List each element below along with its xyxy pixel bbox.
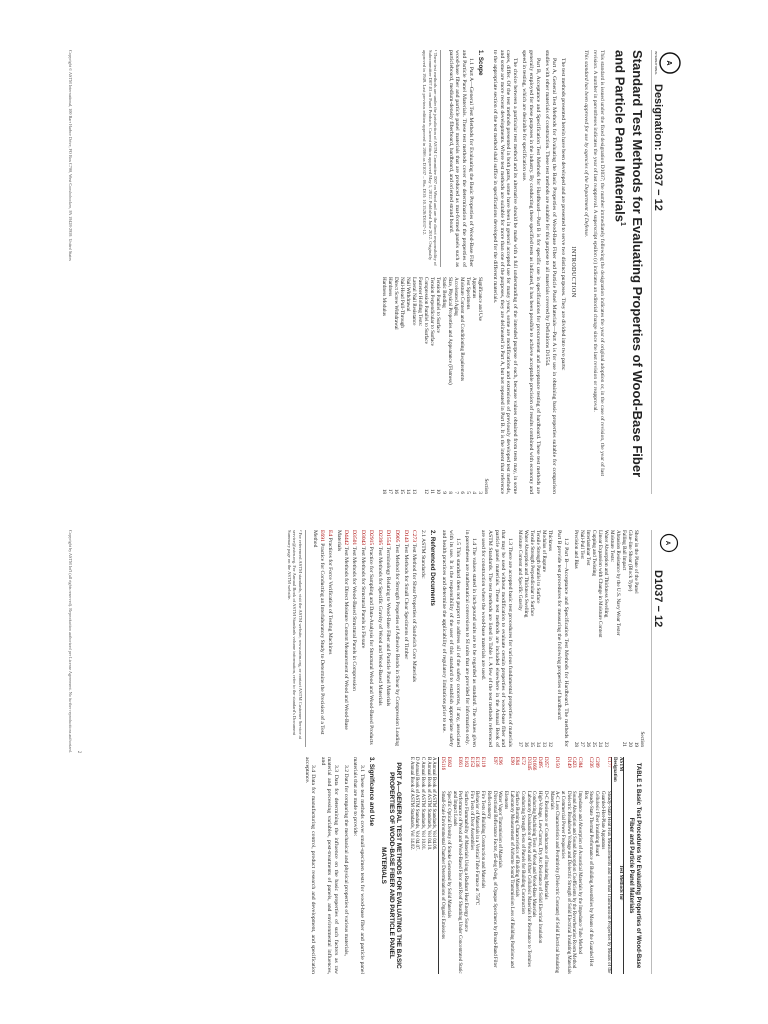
toc-entry-section (417, 490, 423, 494)
reference-entry (411, 530, 418, 747)
toc-entry (597, 530, 603, 747)
toc-entry-section: 23 (603, 741, 609, 747)
table-cell-designation[interactable]: E72 (520, 757, 526, 765)
table-row (542, 757, 548, 974)
scope-paragraph: 1.1 Part A—General Test Methods for Evaluating the Basic Properties of Wood-Base Fiber and Particle Panel Materials. These test methods cover the determination of the properties of wood-base fiber and particle panel materials that are produced as mat-formed panels such as particleboard, medium-density fiberboard, hardboard, and oriented strand board. (447, 50, 474, 267)
reference-entry (335, 530, 348, 747)
table-cell-designation[interactable]: C209 (594, 757, 600, 768)
toc-entry-label: Tensile Strength Perpendicular to Surface (528, 530, 535, 617)
toc-entry-section: 3 (476, 491, 483, 494)
intro-paragraph: The test methods presented herein have been developed and are presented to serve two distinct purposes. They are divided into two parts: (560, 58, 567, 371)
toc-entry (529, 530, 535, 747)
toc-entry (523, 530, 529, 747)
reference-link[interactable]: D3043 (359, 530, 366, 546)
table-row (593, 757, 599, 974)
toc-entry-section: 37 (516, 741, 523, 747)
significance-heading: 3. Significance and Use (367, 757, 375, 827)
basic-test-procedures-table (439, 757, 625, 974)
table-note: D Annual Book of ASTM Standards, Vol 04.07. (414, 757, 420, 851)
table-cell-designation[interactable]: E96 (497, 757, 503, 765)
toc-entry-section: 27 (579, 741, 585, 747)
table-cell-designation[interactable]: C423 (571, 757, 577, 768)
significance-paragraph: 3.4 Data for manufacturing control, product research and development, and specification acceptance. (303, 757, 317, 974)
table-cell-designation[interactable]: D257 (542, 757, 548, 768)
part-b-section-list (517, 530, 553, 747)
toc-entry-section: 18 (380, 488, 387, 494)
toc-entry (615, 530, 621, 747)
table-cell-designation[interactable]: D495 (537, 757, 543, 768)
table-cell-test-method: Water Vapor Transmission of Materials (497, 791, 503, 868)
toc-entry-section (609, 743, 615, 747)
toc-entry (541, 530, 547, 747)
reference-title: Test Methods for Specific Gravity of Wood and Wood-Based Materials (376, 546, 383, 706)
astm-logo-icon (652, 530, 682, 556)
toc-entry-section: 20 (627, 741, 633, 747)
toc-entry-label: Nail-Pull Test (579, 530, 585, 559)
table-cell-designation[interactable]: D150 (554, 757, 560, 768)
table-cell-test-method: Dielectric Breakdown Voltage and Dielectric Strength of Solid Electrical Insulating Materials at Commercial Power Frequencies (559, 791, 571, 974)
reference-title: Test Methods for Small Clear Specimens of Timber (402, 543, 409, 660)
toc-entry-section: 24 (597, 741, 603, 747)
table-row (451, 757, 462, 974)
toc-entry-section: 16 (392, 488, 399, 494)
reference-link[interactable]: E691 (318, 530, 325, 542)
reference-link[interactable]: D2915 (368, 530, 375, 546)
table-cell-designation[interactable]: E90 (508, 757, 514, 765)
toc-entry-section: 35 (528, 741, 535, 747)
table-body (440, 757, 611, 974)
introduction-body (492, 50, 567, 494)
table-cell-test-method: Fire Tests of Door Assemblies (468, 791, 474, 851)
toc-header: Section (482, 478, 489, 494)
toc-entry-label: Tension Perpendicular to Surface (428, 277, 435, 346)
issuance-note: This standard is issued under the fixed designation D1037; the number immediately following the designation indicates the year of original adoption or, in the case of revision, the year of last revision. A number in parentheses indicates the year of last reapproval. A superscript epsilon (ε) indicates an editorial change since the last revision or reapproval. (592, 50, 605, 477)
reference-title: Test Methods for Structural Panels in Flexure (359, 546, 366, 649)
toc-entry (459, 277, 465, 494)
designation: Designation: D1037 − 12 (652, 84, 664, 211)
toc-entry-section: 5 (464, 491, 471, 494)
table-note: C Annual Book of ASTM Standards, Vol 10.01. (420, 757, 426, 851)
reference-title: Terminology Relating to Wood-Base Fiber and Particle Panel Materials (385, 546, 392, 707)
toc-entry-label: Size, Physical Properties and Appearance (Flatness) (446, 277, 453, 385)
svg-text:A: A (665, 60, 672, 66)
reference-title: Test Methods for Direct Moisture Content Measurement of Wood and Wood-Base Materials (335, 530, 349, 730)
toc-entry-section: 32 (546, 741, 553, 747)
toc-entry-label: Apparatus (470, 277, 477, 299)
page-number: 2 (76, 750, 81, 754)
reference-entry (351, 530, 358, 747)
table-cell-test-method: Behavior of Materials in a Vertical Tube Furnace at 750°C (474, 791, 480, 906)
table-cell-designation[interactable]: C384 (577, 757, 583, 768)
section-list (381, 277, 483, 494)
page-two (64, 512, 704, 992)
scope-heading: 1. Scope (476, 50, 484, 76)
svg-text:INTERNATIONAL: INTERNATIONAL (654, 51, 658, 75)
table-row (479, 757, 485, 974)
toc-entry-section: 13 (410, 488, 417, 494)
toc-entry (399, 277, 405, 494)
svg-text:A: A (664, 540, 670, 546)
toc-entry-label: Test Specimens (464, 277, 471, 310)
copyright-line: Copyright by ASTM Int'l (all rights reserved). Reproduction authorized per License Agreement. No further reproductions authorized. (68, 530, 73, 754)
toc-entry-section: 7 (452, 491, 459, 494)
toc-entry-label: Tension Parallel to Surface (434, 277, 441, 333)
toc-entry-label: Accelerated Aging (452, 277, 459, 316)
toc-entry (465, 277, 471, 494)
reference-link[interactable]: D143 (402, 530, 409, 543)
toc-entry-label: Compression Parallel to Surface (422, 277, 429, 344)
toc-entry-label: Static Bending (440, 277, 447, 308)
body-paragraph: 1.4 The values stated in inch-pound units are to be regarded as standard. The values given in parentheses are mathematical conversions to SI units that are provided for information only. (464, 530, 477, 747)
table-row (548, 757, 559, 974)
table-row (536, 757, 542, 974)
table-row (599, 757, 610, 974)
reference-link[interactable]: D2395 (376, 530, 383, 546)
significance-paragraph: 3.3 Data for determining the influence on the basic properties of such factors as raw material and processing variables, post-treatments of panels, and environmental influences, and (319, 757, 339, 974)
introduction-heading: INTRODUCTION (570, 246, 577, 298)
table-cell-test-method: Fire Tests of Building Construction and Materials (480, 791, 486, 889)
toc-entry-section: 11 (428, 489, 435, 494)
toc-entry-label: Fastener Holding Tests: (416, 277, 423, 327)
toc-entry-label: Linear Expansion with Change in Moisture Content (597, 530, 603, 638)
toc-entry-section: 26 (585, 741, 591, 747)
intro-paragraph: The choice between a particular test method and its alternative should be made with a full understanding of the intended purpose of each, because values obtained from tests may, in some cases, differ. Of the test methods presented in both parts, some have been in general accepted use for many years, some are modifications and extensions of previously developed test methods, and some are more recent developments. Where test methods are suitable for more than one of the purposes, they are delineated in Part A, but not repeated in Part B. It is the intent that reference to the appropriate section of the test method shall suffice in specifications developed for the different materials. (492, 50, 518, 494)
toc-entry-section: 8 (446, 491, 453, 494)
reference-entry (376, 530, 383, 747)
footnote: ² For referenced ASTM standards, visit the ASTM website, www.astm.org, or contact ASTM Customer Service at service@astm.org. For Annual Book of ASTM Standards volume information, refer to the standard's Document Summary page on the ASTM website. (286, 530, 305, 747)
table-row (445, 757, 451, 974)
toc-entry (603, 530, 609, 747)
toc-entry-section: 4 (470, 491, 477, 494)
table-header-designation: ASTM Designation (612, 757, 623, 782)
dod-note: This standard has been approved for use by agencies of the Department of Defense. (582, 50, 589, 238)
intro-paragraph: Part A, General Test Methods for Evaluating the Basic Properties of Wood-Base Fiber and Particle Panel Materials—Part A is for use in obtaining basic properties suitable for comparison studies with other materials of construction. These test methods are suitable for this purpose to all materials covered by Definitions D1554. (544, 50, 557, 494)
reference-link[interactable]: D1554 (385, 530, 392, 546)
toc-entry (393, 277, 399, 494)
reference-entry (402, 530, 409, 747)
reference-title: Practice for Conducting an Interlaboratory Study to Determine the Precision of a Test Method (312, 530, 325, 735)
two-column-body (286, 530, 645, 974)
toc-entry (585, 530, 591, 747)
table-cell-test-method: Conducting Machining Tests of Wood and Wood-Base Materials (531, 791, 537, 918)
right-column (286, 757, 645, 974)
table-cell-test-method: Impedance and Absorption of Acoustical Materials by the Impedance Tube Method (577, 791, 583, 954)
left-column (381, 50, 489, 267)
left-column (286, 530, 645, 747)
toc-entry (447, 277, 453, 494)
toc-entry (435, 277, 441, 494)
toc-entry-section: 28 (573, 741, 579, 747)
table-cell-designation[interactable]: D149 (565, 757, 571, 768)
table-cell-test-method: Performance of Wood and Wood-Based Floor and Roof Sheathing Under Concentrated Static and Impact Loads (451, 791, 463, 974)
toc-entry (423, 277, 429, 494)
table-cell-test-method: Specific Optical Density of Smoke Generated by Solid Materials (445, 791, 451, 918)
table-row (576, 757, 582, 974)
toc-entry (405, 277, 411, 494)
reference-link[interactable]: E4 (327, 530, 334, 537)
table-row (519, 757, 525, 974)
table-cell-test-method: Small-Scale Environmental Chamber Determinations of Organic Emissions (440, 791, 446, 939)
toc-entry-label: Moisture Content and Conditioning Requirements (458, 277, 465, 382)
reference-title: Practice for Sampling and Data-Analysis for Structural Wood and Wood-Based Products (368, 546, 375, 745)
toc-entry-label: Water Absorption and Thickness Swelling (603, 530, 609, 618)
page-header (651, 50, 686, 494)
intro-paragraph: Part B, Acceptance and Specification Test Methods for Hardboard—Part B is for specific use in specifications for procurement and acceptance testing of hardboard. These test methods are generally employed for these purposes in the industry. By conducting these specified tests as indicated, it has been possible to achieve acceptable precision of results combined with economy and speed in testing, which are desirable for specification use. (521, 50, 541, 494)
table-cell-test-method: Surface Flammability of Materials Using a Radiant Heat Energy Source (463, 791, 469, 932)
toc-entry-section: 21 (621, 741, 627, 747)
toc-entry-label: Interlaminar Test (585, 530, 591, 566)
reference-link[interactable]: D4442 (342, 530, 349, 546)
table-cell-test-method: Laboratory Measurement of Airborne Sound Transmission Loss of Building Partitions and Elements (502, 791, 514, 968)
rotated-page-spread (64, 32, 704, 992)
reference-entry (394, 530, 401, 747)
toc-entry-section: 19 (633, 741, 639, 747)
reference-title: Test Method for Strength Properties of Adhesive Bonds in Shear by Compression Loading (394, 543, 401, 746)
table-cell-designation[interactable]: E84 (514, 757, 520, 765)
toc-entry-label: Moisture Content and Specific Gravity (516, 530, 523, 611)
toc-entry-section: 15 (398, 488, 405, 494)
table-row (514, 757, 520, 974)
copyright-line: Copyright © ASTM International, 100 Barr Harbor Drive, PO Box C700, West Conshohocken, PA 19428-2959. United States (68, 50, 73, 261)
table-row (502, 757, 513, 974)
reference-entry (327, 530, 334, 747)
toc-entry (429, 277, 435, 494)
toc-entry (477, 277, 483, 494)
table-row (497, 757, 503, 974)
part-b-paragraph: 1.2 Part B—Acceptance and Specification Test Methods for Hardboard. The methods for Part B provide test procedures for measuring the following properties of hardboard: (556, 530, 569, 747)
table-cell-test-method: D-C Resistance or Conductance of Insulating Materials (542, 791, 548, 900)
toc-entry-label: Precision and Bias (573, 530, 579, 569)
toc-entry (547, 530, 553, 747)
table-note: A Annual Book of ASTM Standards, Vol 04.06. (431, 757, 437, 851)
table-cell-test-method: Sound Absorption and Sound Absorption Coefficients by the Reverberation Room Method (571, 791, 577, 969)
toc-entry-section: 12 (422, 488, 429, 494)
reference-entry (359, 530, 366, 747)
astm-logo-icon (652, 50, 682, 76)
toc-entry-section: 6 (458, 491, 465, 494)
toc-entry-label: Shear in the Plane of the Panel (633, 530, 639, 594)
toc-entry-section: 14 (404, 488, 411, 494)
toc-entry-section: 9 (440, 491, 447, 494)
toc-entry (573, 530, 579, 747)
reference-title: Test Method for Shear Properties of Sandwich Core Materials (411, 543, 418, 682)
table-cell-test-method: Laboratory Evaluation of Wood and Other Cellulosic Materials for Resistance to Termites (525, 791, 531, 967)
two-column-body (381, 50, 489, 494)
table-row (571, 757, 577, 974)
toc-entry-label: Nail-Head Pull-Through (398, 277, 405, 328)
significance-paragraph: 3.2 Data for comparing the mechanical and physical properties of various materials, (342, 765, 349, 956)
toc-entry-section: 25 (591, 741, 597, 747)
toc-entry-section: 10 (434, 488, 441, 494)
reference-link[interactable]: C273 (411, 530, 418, 543)
table-cell-test-method: Directional Reflectance Factor, 45-deg 0-deg, of Opaque Specimens by Broad-Band Filter Reflectometry (485, 791, 497, 968)
reference-entry (385, 530, 392, 747)
page-header (651, 530, 686, 974)
toc-entry-label: Abrasion Resistance by the U.S. Navy Wear Tester (615, 530, 621, 636)
table-cell-designation[interactable]: E152 (468, 757, 474, 768)
table-row (525, 757, 531, 974)
body-paragraph: 1.3 There are accepted basic test procedures for various fundamental properties of materials that may be used without modification to evaluate certain properties of wood-base fiber and particle panel materials. These test methods are included elsewhere in the Annual Book of ASTM Standards. The test methods are listed in Table 1. A few of the test methods referenced are used for construction where the wood-base materials are used. (480, 530, 513, 747)
toc-entry-section: 34 (534, 741, 541, 747)
toc-entry-label: Tensile Strength Parallel to Surface (534, 530, 541, 604)
toc-entry (633, 530, 639, 747)
toc-entry-label: Moisture Tests: (609, 530, 615, 562)
table-cell-test-method: High-Voltage, Low-Current, Dry Arc Resistance of Solid Electrical Insulation (537, 791, 543, 944)
toc-entry-section (615, 743, 621, 747)
table-cell-test-method: Cellulosic Fiber Insulating Board (594, 791, 600, 857)
table-cell-test-method: Steady-State Thermal Performance of Building Assemblies by Means of the Guarded Hot Box (582, 791, 594, 967)
body-paragraph: 1.5 This standard does not purport to address all of the safety concerns, if any, associated with its use. It is the responsibility of the user of this standard to establish appropriate safety and health practices and determine the applicability of regulatory limitations prior to use. (441, 530, 461, 747)
reference-entry (368, 530, 375, 747)
toc-entry (627, 530, 633, 747)
significance-paragraph: 3.1 These test methods cover small-specimen tests for wood-base fiber and particle panel materials that are made to provide: (352, 757, 365, 974)
toc-entry-label: Modulus of Rupture (540, 530, 547, 573)
toc-entry (621, 530, 627, 747)
table-cell-designation[interactable]: E136 (474, 757, 480, 768)
table-cell-designation[interactable]: E662 (445, 757, 451, 768)
table-note: B Annual Book of ASTM Standards, Vol 04.10. (425, 757, 431, 851)
toc-entry-section: 17 (386, 488, 393, 494)
table-cell-test-method: Surface Burning Characteristics of Building Materials (514, 791, 520, 897)
section-list (573, 530, 639, 747)
toc-entry (535, 530, 541, 747)
table-row (531, 757, 537, 974)
toc-entry (411, 277, 417, 494)
toc-entry-label: Cupping and Twisting (591, 530, 597, 576)
table-cell-designation[interactable]: E97 (491, 757, 497, 765)
table-row (462, 757, 468, 974)
footnote: ¹ These test methods are under the jurisdiction of ASTM Committee D07 on Wood and are the direct responsibility of Subcommittee D07.03 on Panel Products. Current edition approved May 1, 2012. Published June 2012. Originally approved in 1949. Last previous edition approved in 2006 as D1037 – 06a. DOI: 10.1520/D1037-12. (422, 50, 441, 267)
table-cell-designation[interactable]: D3345 (525, 757, 531, 771)
table-row (468, 757, 474, 974)
toc-entry-label: Significance and Use (476, 277, 483, 322)
reference-entry (312, 530, 325, 747)
toc-header: Section (639, 731, 645, 747)
table-cell-designation[interactable]: E162 (463, 757, 469, 768)
designation: D1037 − 12 (652, 570, 664, 628)
reference-title: Test Methods for Wood-Based Structural Panels in Compression (351, 546, 358, 691)
reference-title: Practices for Force Verification of Testing Machines (327, 537, 334, 655)
table-row (474, 757, 480, 974)
table-row (582, 757, 593, 974)
table-cell-designation[interactable]: D1666 (531, 757, 537, 771)
table-cell-designation[interactable]: C236 (588, 757, 594, 768)
page-one (64, 32, 704, 512)
reference-list (312, 530, 418, 747)
right-column (381, 277, 489, 494)
table-row (559, 757, 570, 974)
astm-standards-subheading: 2.1 ASTM Standards: (419, 530, 426, 579)
table-header-test-methods: Test Methods for (618, 864, 623, 901)
table-caption: TABLE 1 Basic Test Procedures for Evaluating Properties of Wood-Base Fiber and Particle Panel Materials (628, 762, 641, 969)
toc-entry-label: Hardness (386, 277, 393, 297)
toc-entry (517, 530, 523, 747)
referenced-documents-heading: 2. Referenced Documents (428, 530, 436, 606)
table-header-row (611, 757, 623, 974)
toc-entry-label: Direct Screw Withdrawal (392, 277, 399, 330)
toc-entry-label: Lateral Nail Resistance (410, 277, 417, 326)
document-title: Standard Test Methods for Evaluating Properties of Wood-Base Fiber and Particle Panel Materials$^1$ (612, 50, 645, 478)
table-cell-test-method: A-C Loss Characteristics and Permittivity (Dielectric Constant) of Solid Electrical Insulating Materials (548, 791, 560, 973)
reference-link[interactable]: D3501 (351, 530, 358, 546)
table-cell-designation[interactable]: E119 (480, 757, 486, 768)
table-cell-designation[interactable]: C177 (605, 757, 611, 768)
toc-entry-label: Nail Withdrawal (404, 277, 411, 312)
reference-link[interactable]: D905 (394, 530, 401, 543)
table-row (485, 757, 496, 974)
toc-entry-section: 33 (540, 741, 547, 747)
part-a-heading: PART A—GENERAL TEST METHODS FOR EVALUATING THE BASIC PROPERTIES OF WOOD-BASE FIBER AND PARTICLE PANEL MATERIALS (380, 762, 402, 969)
table-cell-designation[interactable]: E661 (457, 757, 463, 768)
toc-entry-label: Hardness Modulus (380, 277, 387, 317)
toc-entry-label: Falling Ball Impact (621, 530, 627, 571)
toc-entry-label: Glue-line Shear (Block Type) (627, 530, 633, 592)
table-row (440, 757, 446, 974)
table-notes (408, 757, 437, 974)
toc-entry (453, 277, 459, 494)
table-cell-designation[interactable]: D5116 (440, 757, 446, 771)
toc-entry (381, 277, 387, 494)
toc-entry-label: Water Absorption and Thickness Swelling (522, 530, 529, 618)
table-cell-test-method: Conducting Strength Tests of Panels for Building Construction (520, 791, 526, 914)
toc-entry-section: 36 (522, 741, 529, 747)
table-cell-test-method: Steady-State Heat Flux Measurements and Thermal Transmission Properties by Means of the Guarded-Hot-Plate Apparatus (599, 791, 611, 974)
toc-entry-label: Thickness (546, 530, 553, 552)
toc-entry (591, 530, 597, 747)
table-note: E Annual Book of ASTM Standards, Vol 14.02. (408, 757, 414, 851)
toc-entry (417, 277, 423, 494)
